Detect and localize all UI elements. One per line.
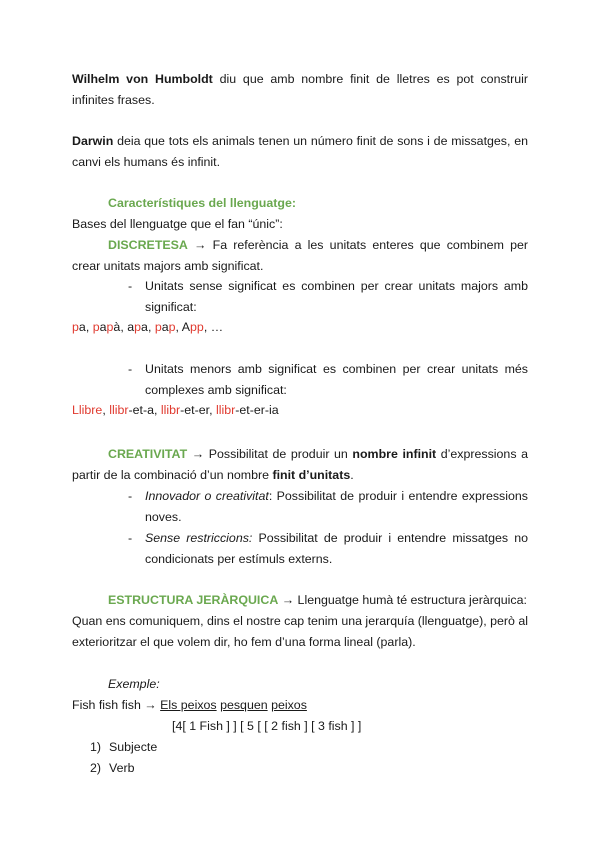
bullet-dash: -	[128, 279, 133, 293]
discretesa-bullet-1: Unitats sense significat es combinen per crear unitats majors amb significat:	[145, 279, 528, 314]
list-number: 1)	[90, 740, 102, 754]
exemple-line: Fish fish fish → Els peixos pesquen peixos	[72, 698, 307, 712]
examples-line-1: pa, papà, apa, pap, App, …	[72, 320, 224, 334]
darwin-text: deia que tots els animals tenen un número finit de sons i de missatges, en canvi els humans és infinit.	[72, 134, 528, 169]
darwin-name: Darwin	[72, 134, 114, 148]
list-item-verb: Verb	[109, 761, 135, 775]
discretesa-bullet-2: Unitats menors amb significat es combinen per crear unitats més complexes amb significat:	[145, 362, 528, 397]
estructura-heading-line: ESTRUCTURA JERÀRQUICA → Llenguatge humà té estructura jeràrquica:	[108, 593, 527, 607]
creativitat-bullet-2: Sense restriccions: Possibilitat de produir i entendre missatges no condicionats per estímuls externs.	[145, 531, 528, 566]
humboldt-name: Wilhelm von Humboldt	[72, 72, 213, 86]
creativitat-term: CREATIVITAT	[108, 447, 188, 461]
examples-line-2: Llibre, llibr-et-a, llibr-et-er, llibr-et-er-ia	[72, 403, 279, 417]
bullet-dash: -	[128, 362, 133, 376]
creativitat-bullet-1: Innovador o creativitat: Possibilitat de produir i entendre expressions noves.	[145, 489, 528, 524]
discretesa-paragraph	[72, 235, 528, 276]
discretesa-text: Fa referència a les unitats enteres que combinem per crear unitats majors amb significat.	[72, 238, 528, 273]
estructura-term: ESTRUCTURA JERÀRQUICA	[108, 593, 279, 607]
humboldt-text: diu que amb nombre finit de lletres es pot construir infinites frases.	[72, 72, 528, 107]
exemple-label: Exemple:	[108, 677, 160, 691]
list-number: 2)	[90, 761, 102, 775]
bullet-dash: -	[128, 531, 133, 545]
list-item-subjecte: Subjecte	[109, 740, 158, 754]
bullet-dash: -	[128, 489, 133, 503]
darwin-paragraph	[72, 131, 528, 172]
section-heading: Característiques del llenguatge:	[108, 196, 296, 210]
humboldt-paragraph	[72, 69, 528, 110]
exemple-brackets: [4[ 1 Fish ] ] [ 5 [ [ 2 fish ] [ 3 fish ] ]	[172, 719, 362, 733]
creativitat-paragraph: CREATIVITAT → Possibilitat de produir un nombre infinit d’expressions a partir de la combinació d’un nombre finit d’unitats.	[72, 447, 528, 482]
discretesa-arrow: →	[187, 238, 213, 252]
discretesa-term: DISCRETESA	[108, 238, 188, 252]
estructura-paragraph: Quan ens comuniquem, dins el nostre cap tenim una jerarquía (llenguatge), però al exterioritzar el que volem dir, ho fem d’una forma lineal (parla).	[72, 614, 528, 649]
bases-line: Bases del llenguatge que el fan “únic”:	[72, 217, 283, 231]
